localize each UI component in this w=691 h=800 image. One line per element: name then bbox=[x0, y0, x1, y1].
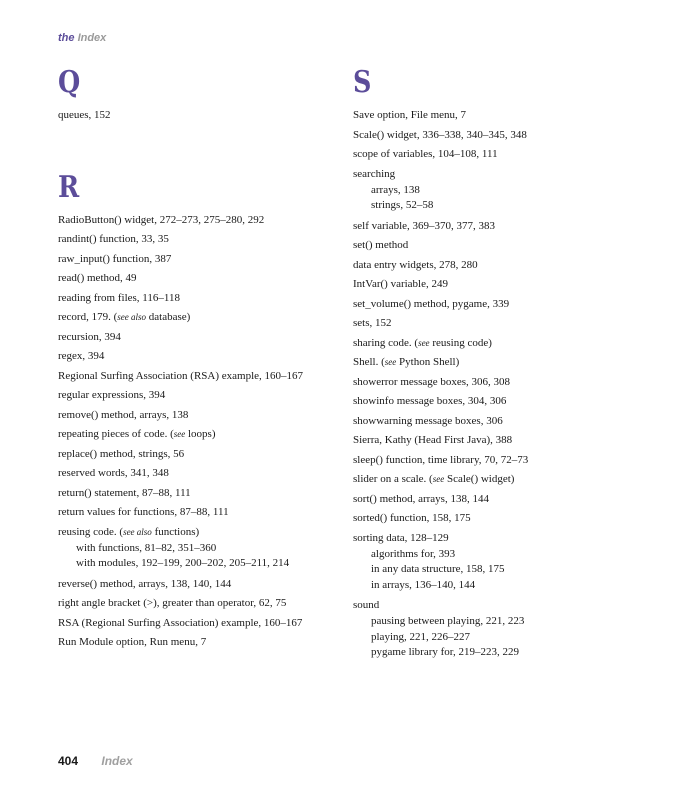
index-subentry: pausing between playing, 221, 223 bbox=[371, 615, 525, 627]
index-entry: record, 179. (see also database) bbox=[58, 311, 191, 323]
header-the: the bbox=[58, 32, 75, 44]
index-entry-group bbox=[353, 531, 643, 594]
section-letter-r: R bbox=[58, 169, 79, 205]
right-column bbox=[353, 66, 643, 666]
index-entry: scope of variables, 104–108, 111 bbox=[353, 148, 498, 160]
index-entry: right angle bracket (>), greater than operator, 62, 75 bbox=[58, 597, 287, 609]
index-entry: set_volume() method, pygame, 339 bbox=[353, 297, 510, 310]
index-entry: regex, 394 bbox=[58, 350, 105, 362]
index-entry: slider on a scale. (see Scale() widget) bbox=[353, 473, 515, 485]
index-entry: return values for functions, 87–88, 111 bbox=[58, 506, 229, 518]
index-entry: data entry widgets, 278, 280 bbox=[353, 258, 478, 271]
index-subentry: arrays, 138 bbox=[371, 183, 420, 196]
index-entry-group bbox=[58, 525, 348, 572]
index-entry: remove() method, arrays, 138 bbox=[58, 408, 189, 421]
index-entry-group bbox=[353, 167, 643, 214]
header-index: Index bbox=[77, 32, 107, 44]
index-entry: sound bbox=[353, 599, 380, 611]
index-entry: Sierra, Kathy (Head First Java), 388 bbox=[353, 434, 513, 446]
index-entry: reading from files, 116–118 bbox=[58, 291, 180, 304]
page-footer bbox=[58, 754, 133, 768]
index-subentry: with functions, 81–82, 351–360 bbox=[76, 541, 217, 554]
index-entry: raw_input() function, 387 bbox=[58, 252, 172, 265]
index-subentry: algorithms for, 393 bbox=[371, 547, 456, 560]
index-entry: reverse() method, arrays, 138, 140, 144 bbox=[58, 577, 232, 590]
footer-label: Index bbox=[101, 754, 133, 768]
index-entry: sorting data, 128–129 bbox=[353, 531, 449, 544]
index-subentry: in any data structure, 158, 175 bbox=[371, 563, 505, 575]
index-entry: self variable, 369–370, 377, 383 bbox=[353, 219, 496, 232]
index-entry: showwarning message boxes, 306 bbox=[353, 414, 503, 427]
index-entry: replace() method, strings, 56 bbox=[58, 447, 185, 460]
index-entry: Regional Surfing Association (RSA) example, 160–167 bbox=[58, 369, 304, 382]
index-entry: IntVar() variable, 249 bbox=[353, 278, 448, 290]
index-entry: set() method bbox=[353, 239, 409, 251]
index-entry: read() method, 49 bbox=[58, 272, 137, 284]
index-entry: Shell. (see Python Shell) bbox=[353, 356, 460, 368]
index-entry: sort() method, arrays, 138, 144 bbox=[353, 492, 489, 505]
index-entry: searching bbox=[353, 167, 396, 180]
index-entry: RadioButton() widget, 272–273, 275–280, 292 bbox=[58, 213, 265, 226]
index-entry: randint() function, 33, 35 bbox=[58, 233, 169, 245]
left-column bbox=[58, 66, 348, 655]
index-entry: return() statement, 87–88, 111 bbox=[58, 486, 191, 499]
index-subentry: pygame library for, 219–223, 229 bbox=[371, 646, 520, 658]
index-entry-group bbox=[353, 598, 643, 661]
index-entry: sleep() function, time library, 70, 72–73 bbox=[353, 453, 529, 466]
page-number: 404 bbox=[58, 754, 79, 768]
index-subentry: playing, 221, 226–227 bbox=[371, 630, 470, 643]
index-entry: RSA (Regional Surfing Association) example, 160–167 bbox=[58, 616, 303, 629]
index-subentry: strings, 52–58 bbox=[371, 199, 434, 211]
index-subentry: with modules, 192–199, 200–202, 205–211, 214 bbox=[76, 557, 290, 569]
index-entry: recursion, 394 bbox=[58, 330, 121, 343]
index-entry: Save option, File menu, 7 bbox=[353, 109, 467, 121]
index-entry: sharing code. (see reusing code) bbox=[353, 336, 492, 349]
index-entry: Run Module option, Run menu, 7 bbox=[58, 636, 207, 648]
index-entry: sorted() function, 158, 175 bbox=[353, 512, 471, 524]
index-entry: queues, 152 bbox=[58, 109, 111, 121]
index-entry: sets, 152 bbox=[353, 317, 392, 329]
index-entry: Scale() widget, 336–338, 340–345, 348 bbox=[353, 128, 527, 141]
index-entry: reserved words, 341, 348 bbox=[58, 467, 169, 479]
index-entry: showerror message boxes, 306, 308 bbox=[353, 375, 511, 388]
index-entry: showinfo message boxes, 304, 306 bbox=[353, 395, 507, 407]
index-entry: repeating pieces of code. (see loops) bbox=[58, 428, 216, 440]
index-entry: reusing code. (see also functions) bbox=[58, 525, 200, 538]
section-letter-s: S bbox=[353, 65, 371, 100]
index-entry: regular expressions, 394 bbox=[58, 389, 166, 401]
index-subentry: in arrays, 136–140, 144 bbox=[371, 578, 476, 591]
running-header bbox=[58, 32, 106, 44]
section-letter-q: Q bbox=[58, 65, 80, 100]
